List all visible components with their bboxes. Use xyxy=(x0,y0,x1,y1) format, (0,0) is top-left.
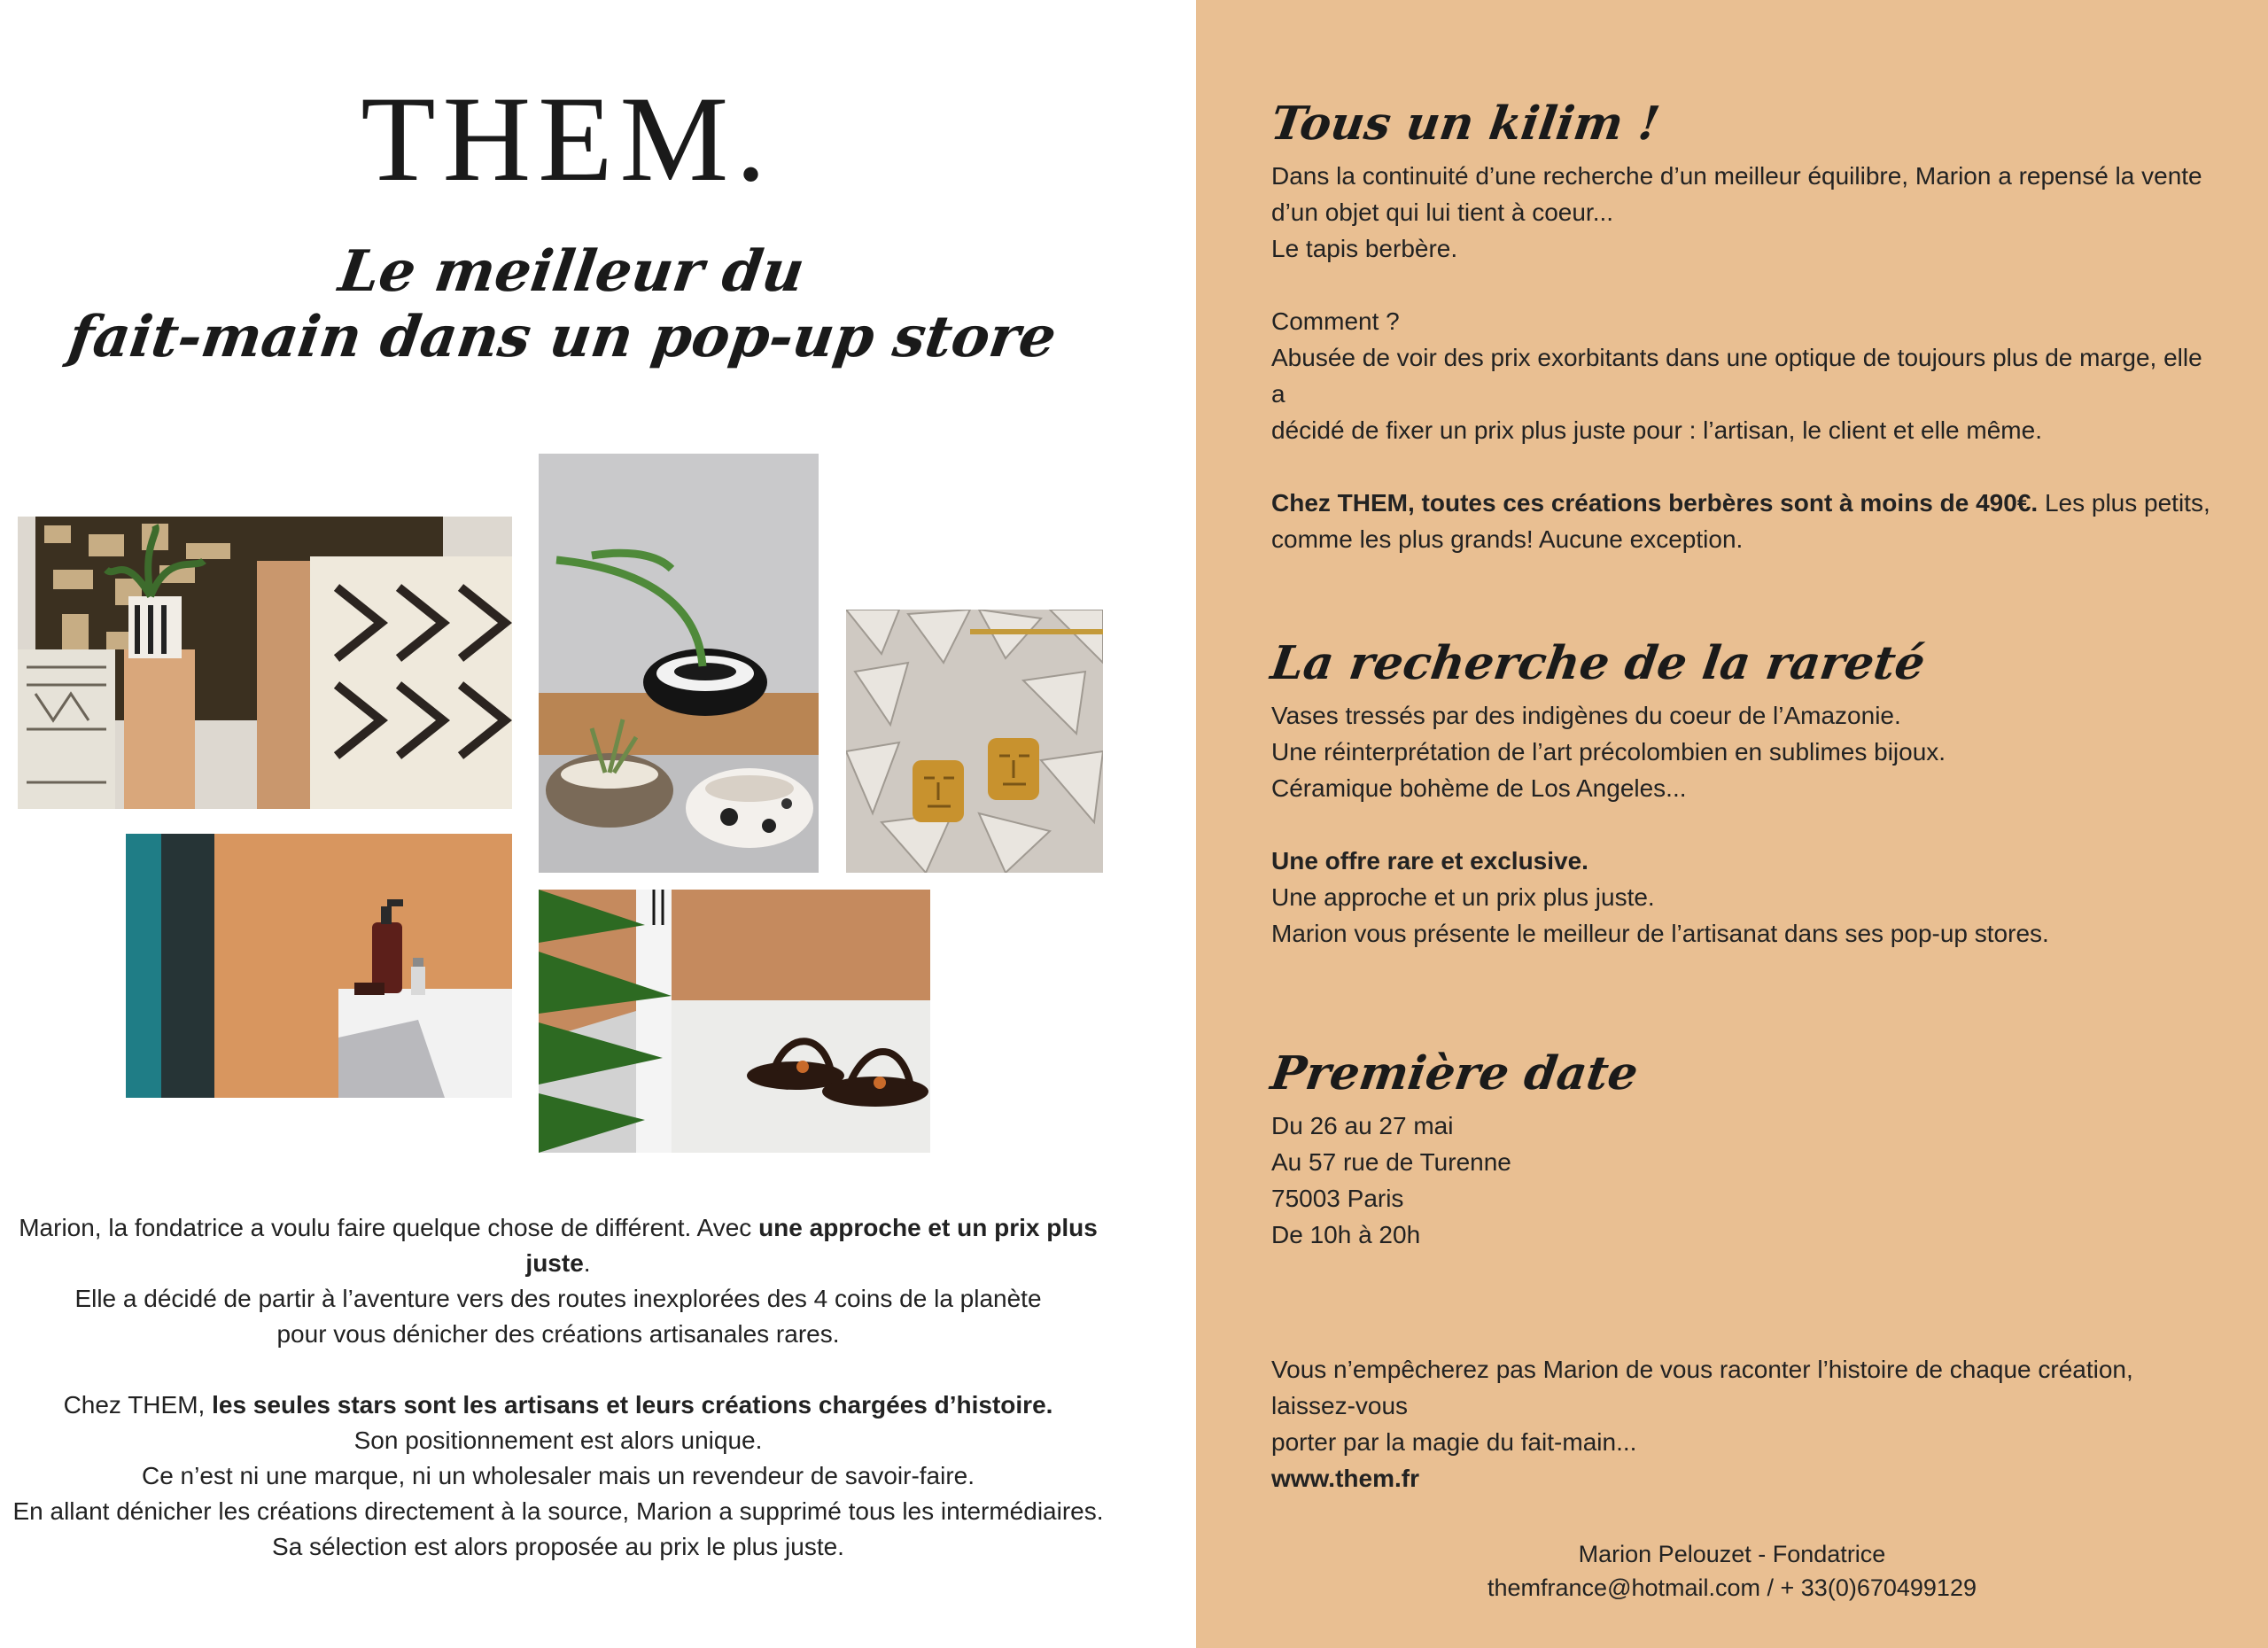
website-link[interactable]: www.them.fr xyxy=(1271,1465,1419,1492)
event-hours: De 10h à 20h xyxy=(1271,1221,1421,1248)
left-paragraph-3: pour vous dénicher des créations artisanales rares. xyxy=(276,1320,840,1348)
photo-gold-earrings xyxy=(846,610,1103,873)
event-city: 75003 Paris xyxy=(1271,1185,1404,1212)
section-rarity-text: Vases tressés par des indigènes du coeur de l’Amazonie. Une réinterprétation de l’art précolombien en sublimes bijoux. Céramique bohème de Los Angeles... Une offre rare et exclusive. Une approche et un prix plus juste. Marion vous présente le meilleur de l’artisanat dans ses pop-up stores. xyxy=(1271,702,2049,947)
section-kilim-text: Dans la continuité d’une recherche d’un meilleur équilibre, Marion a repensé la vente d’un objet qui lui tient à coeur... Le tapis berbère. Comment ? Abusée de voir des prix exorbitants dans une optique de toujours plus de marge, elle a décidé de fixer un prix plus juste pour : l’artisan, le client et elle même. Chez THEM, toutes ces créations berbères sont à moins de 490€. Les plus petits, comme les plus grands! Aucune exception. xyxy=(1271,162,2210,553)
left-paragraph-4: Chez THEM, les seules stars sont les artisans et leurs créations chargées d’histoire. xyxy=(63,1391,1053,1419)
photo-sandals xyxy=(539,890,930,1153)
section-first-date-heading: Première date xyxy=(1267,1046,1642,1100)
contact-info[interactable]: themfrance@hotmail.com / + 33(0)670499129 xyxy=(1487,1574,1977,1601)
offer-highlight: Une offre rare et exclusive. xyxy=(1271,847,1588,875)
left-paragraph-8: Sa sélection est alors proposée au prix le plus juste. xyxy=(272,1533,844,1560)
section-first-date-text xyxy=(1271,1108,2210,1253)
photo-berber-rugs xyxy=(18,517,512,809)
section-rarity-heading: La recherche de la rareté xyxy=(1267,636,1929,690)
closing-note: Vous n’empêcherez pas Marion de vous raconter l’histoire de chaque création, laissez-vous porter par la magie du fait-main... www.them.fr xyxy=(1271,1356,2133,1492)
photo-woven-pots xyxy=(539,454,819,873)
left-description xyxy=(0,1210,1116,1565)
section-kilim xyxy=(1267,96,2210,557)
footer-contact xyxy=(1196,1537,2268,1605)
left-paragraph-5: Son positionnement est alors unique. xyxy=(353,1426,763,1454)
price-highlight: Chez THEM, toutes ces créations berbères sont à moins de 490€. xyxy=(1271,489,2039,517)
photo-cosmetics xyxy=(126,834,512,1098)
tagline-line-2: fait-main dans un pop-up store xyxy=(65,304,1060,370)
section-kilim-heading: Tous un kilim ! xyxy=(1267,97,1663,151)
left-highlight-1: une approche et un prix plus juste xyxy=(525,1214,1098,1277)
brand-logo: THEM. xyxy=(361,71,773,206)
left-paragraph-2: Elle a décidé de partir à l’aventure vers des routes inexplorées des 4 coins de la planète xyxy=(74,1285,1042,1312)
event-dates: Du 26 au 27 mai xyxy=(1271,1112,1454,1139)
left-paragraph-7: En allant dénicher les créations directement à la source, Marion a supprimé tous les intermédiaires. xyxy=(12,1497,1104,1525)
tagline-line-1: Le meilleur du xyxy=(335,238,809,305)
event-address: Au 57 rue de Turenne xyxy=(1271,1148,1511,1176)
founder-name: Marion Pelouzet - Fondatrice xyxy=(1578,1541,1886,1567)
tagline xyxy=(0,239,1143,370)
section-rarity xyxy=(1267,635,2210,952)
left-highlight-2: les seules stars sont les artisans et leurs créations chargées d’histoire. xyxy=(212,1391,1053,1419)
left-paragraph-1: Marion, la fondatrice a voulu faire quelque chose de différent. Avec une approche et un prix plus juste. xyxy=(19,1214,1098,1277)
section-first-date xyxy=(1267,1046,2210,1253)
left-paragraph-6: Ce n’est ni une marque, ni un wholesaler mais un revendeur de savoir-faire. xyxy=(141,1462,975,1489)
